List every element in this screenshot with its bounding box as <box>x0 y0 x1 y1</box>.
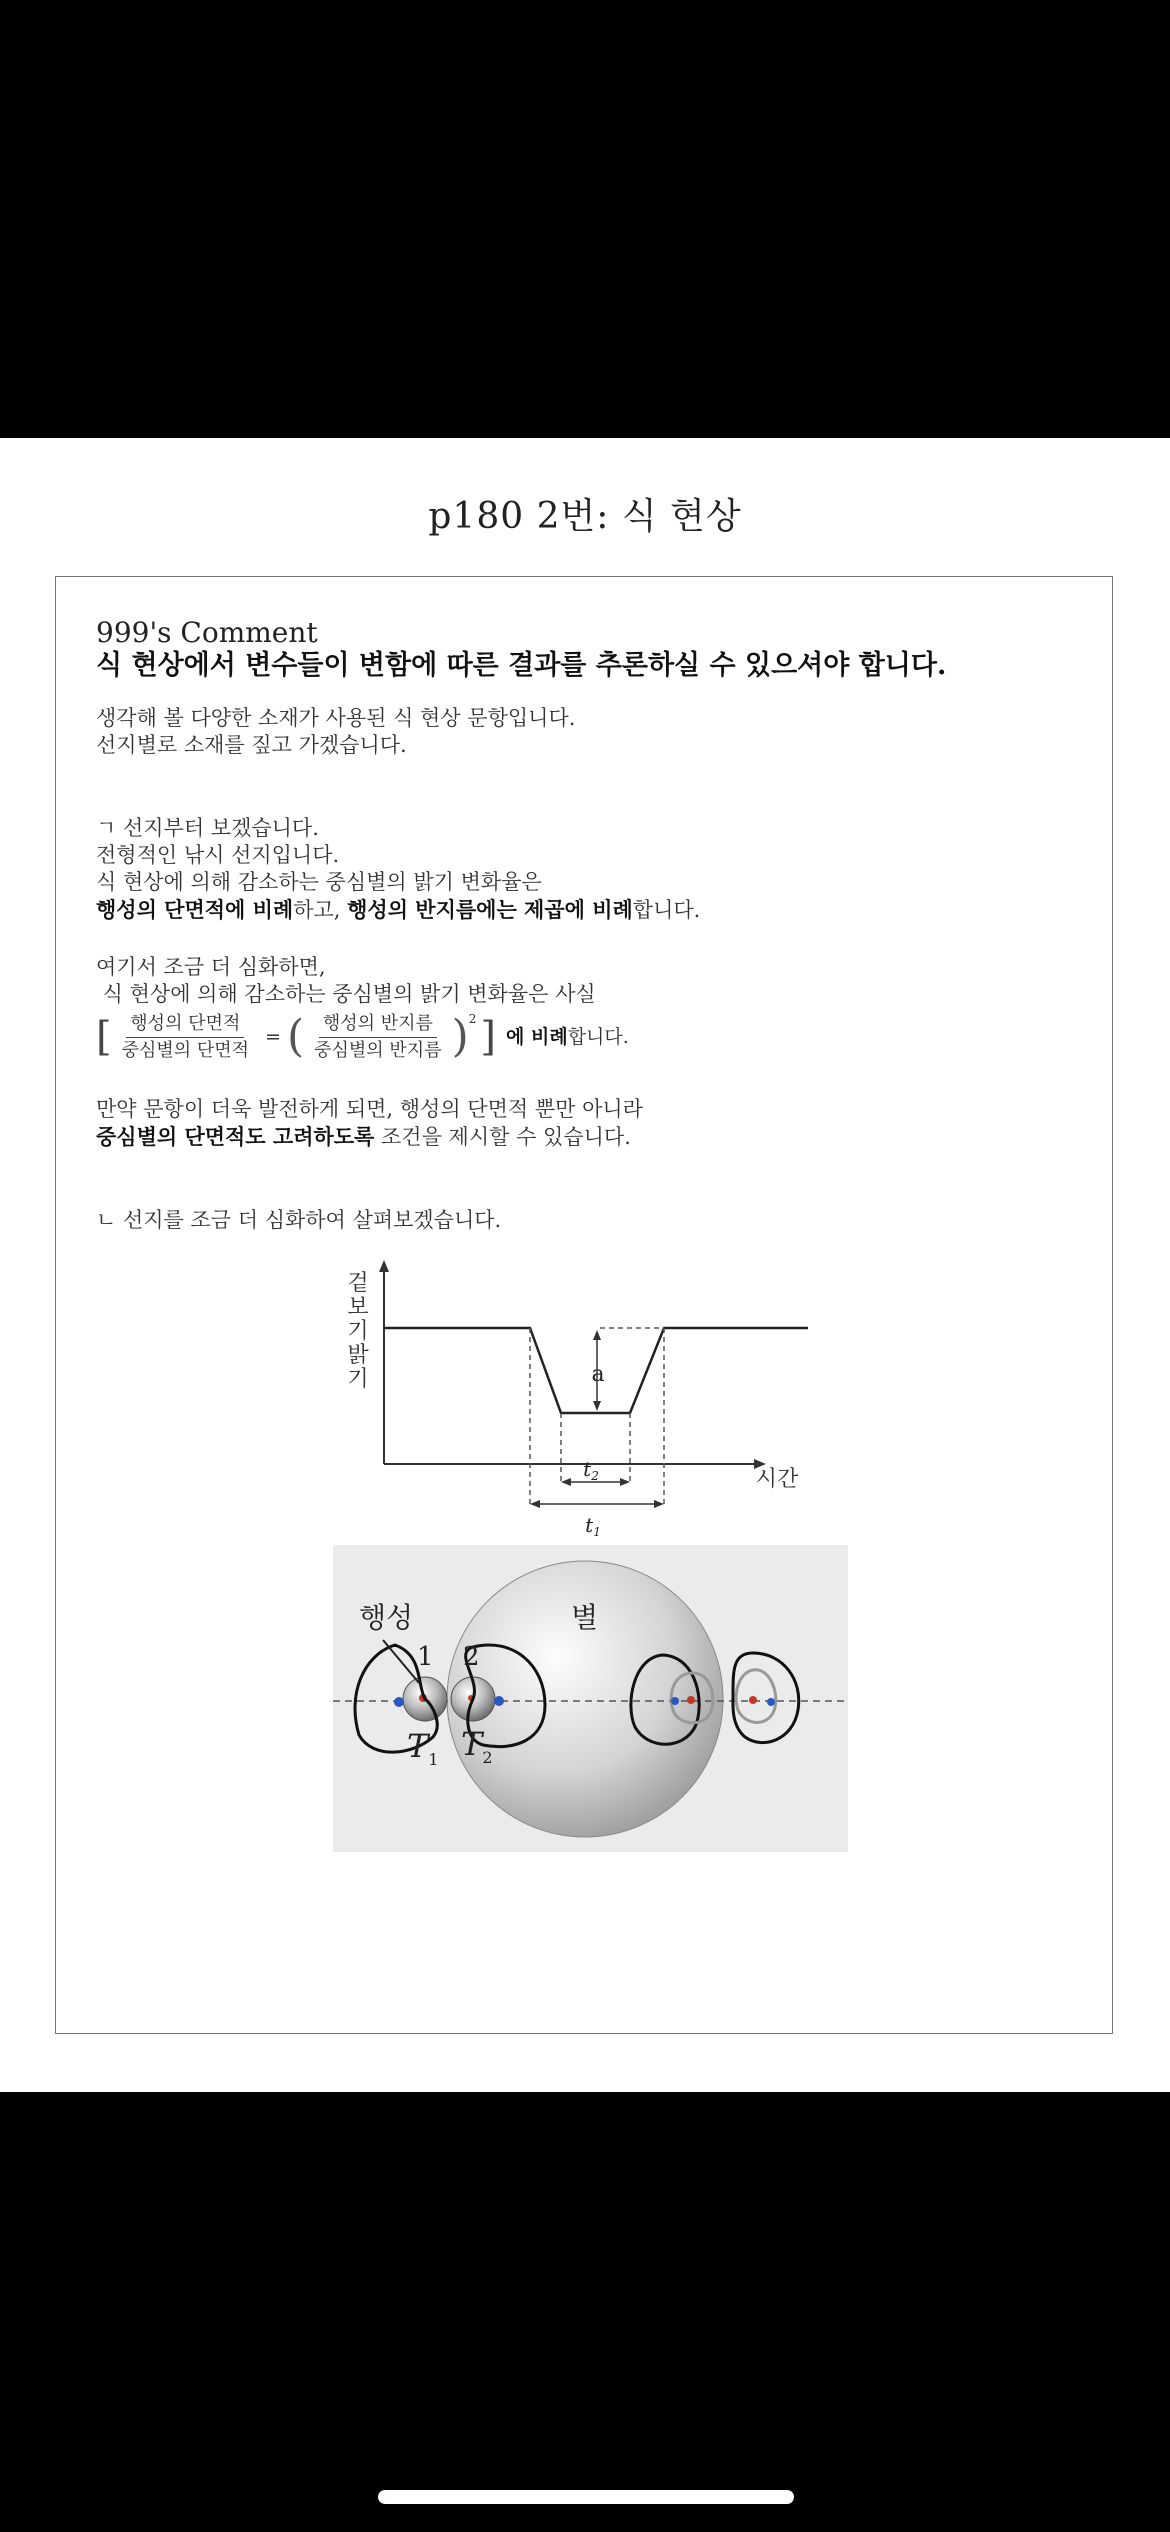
planet-label: 행성 <box>359 1601 414 1634</box>
area-denominator: 중심별의 단면적 <box>121 1039 250 1061</box>
radius-ratio-fraction <box>310 1013 445 1062</box>
home-indicator[interactable] <box>378 2490 794 2504</box>
emphasis-star-cross-section: 중심별의 단면적도 고려하도록 <box>96 1124 375 1149</box>
xlabel: 시간 <box>755 1467 799 1492</box>
intro-line-1: 생각해 볼 다양한 소재가 사용된 식 현상 문항입니다. <box>96 706 576 730</box>
section1-line-1: ㄱ 선지부터 보겠습니다. <box>96 816 319 840</box>
section1-line-3: 식 현상에 의해 감소하는 중심별의 밝기 변화율은 <box>96 870 542 894</box>
radius-denominator: 중심별의 반지름 <box>314 1039 442 1061</box>
ylabel-char-5: 기 <box>347 1367 369 1392</box>
page-title: p180 2번: 식 현상 <box>428 496 742 537</box>
ratio-formula: [ $\frac{\text{행성의 단면적}}{\text{중심별의 단면적}}$ = ( $\frac{\text{행성의 반지름}}{\text{중심별의 반지름}}$ ) 2 ] 에 비례합니다. <box>96 1008 1076 1066</box>
comment-heading: 999's Comment <box>96 616 318 649</box>
section4-line-1: ㄴ 선지를 조금 더 심화하여 살펴보겠습니다. <box>96 1208 502 1232</box>
comment-subheading: 식 현상에서 변수들이 변함에 따른 결과를 추론하실 수 있으셔야 합니다. <box>96 650 947 681</box>
transit-diagram <box>333 1545 848 1852</box>
depth-label: a <box>591 1362 605 1387</box>
comment-content <box>96 617 1076 1234</box>
ylabel-char-3: 기 <box>347 1319 369 1344</box>
section1-line-4: 행성의 단면적에 비례하고, 행성의 반지름에는 제곱에 비례합니다. <box>96 897 701 922</box>
section2-line-2: 식 현상에 의해 감소하는 중심별의 밝기 변화율은 사실 <box>96 982 596 1006</box>
emphasis-radius-squared: 행성의 반지름에는 제곱에 비례 <box>347 897 633 922</box>
emphasis-cross-section: 행성의 단면적에 비례 <box>96 897 294 922</box>
ylabel-char-1: 겉 <box>347 1271 369 1296</box>
section3-line-1: 만약 문항이 더욱 발전하게 되면, 행성의 단면적 뿐만 아니라 <box>96 1097 643 1121</box>
section3-line-2: 중심별의 단면적도 고려하도록 조건을 제시할 수 있습니다. <box>96 1124 631 1149</box>
position-1-label: 1 <box>417 1642 434 1672</box>
ylabel-char-2: 보 <box>347 1295 369 1320</box>
ylabel-char-4: 밝 <box>347 1343 369 1368</box>
radius-numerator: 행성의 반지름 <box>319 1013 437 1038</box>
t1-label: $t_1$ <box>585 1513 601 1539</box>
T1-label: $T_1$ <box>407 1727 439 1769</box>
area-numerator: 행성의 단면적 <box>126 1013 244 1038</box>
section1-line-2: 전형적인 낚시 선지입니다. <box>96 843 340 867</box>
light-curve-graph <box>280 1258 840 1548</box>
star-label: 별 <box>571 1601 599 1634</box>
exponent: 2 <box>468 1011 477 1026</box>
T2-label: $T_2$ <box>461 1725 493 1767</box>
intro-line-2: 선지별로 소재를 짚고 가겠습니다. <box>96 733 407 757</box>
emphasis-proportional: 에 비례 <box>506 1025 568 1048</box>
position-2-label: 2 <box>463 1642 480 1672</box>
area-ratio-fraction <box>118 1013 253 1062</box>
section2-line-1: 여기서 조금 더 심화하면, <box>96 955 326 979</box>
t2-label: $t_2$ <box>583 1457 599 1483</box>
